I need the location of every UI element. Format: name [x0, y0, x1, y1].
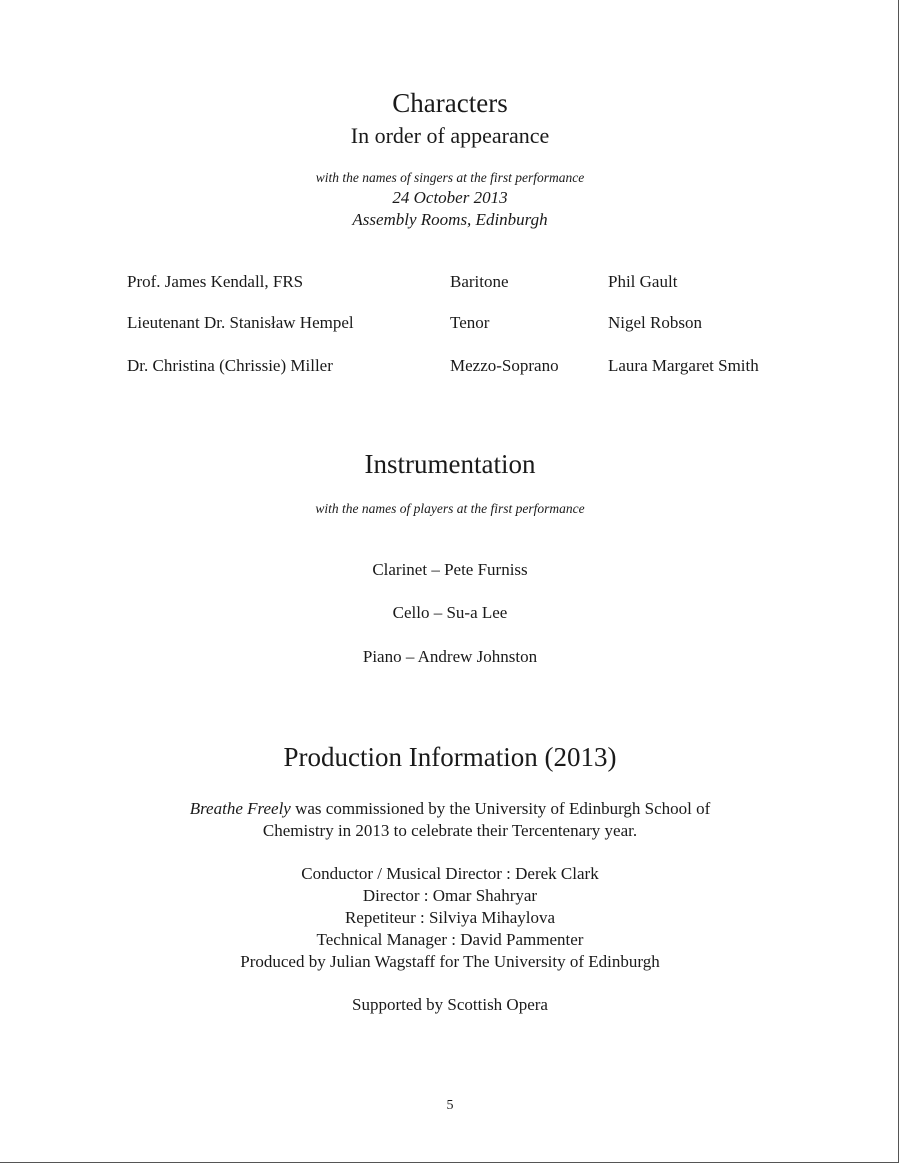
- singer-name: Laura Margaret Smith: [608, 356, 759, 375]
- voice-type: Baritone: [450, 272, 509, 291]
- player-line: Cello – Su-a Lee: [392, 603, 508, 622]
- premiere-venue: Assembly Rooms, Edinburgh: [352, 210, 548, 229]
- character-name: Prof. James Kendall, FRS: [127, 272, 304, 291]
- work-title: Breathe Freely: [189, 799, 291, 818]
- characters-note: with the names of singers at the first performance: [315, 170, 585, 185]
- characters-heading: Characters: [392, 88, 508, 118]
- characters-subheading: In order of appearance: [350, 123, 550, 148]
- instrumentation-note: with the names of players at the first performance: [315, 501, 585, 516]
- production-heading: Production Information (2013): [283, 742, 617, 772]
- voice-type: Tenor: [450, 313, 490, 332]
- credit-line: Repetiteur : Silviya Mihaylova: [344, 908, 556, 927]
- character-name: Lieutenant Dr. Stanisław Hempel: [127, 313, 354, 332]
- credit-line: Director : Omar Shahryar: [362, 886, 538, 905]
- player-line: Piano – Andrew Johnston: [362, 647, 538, 666]
- support-line: Supported by Scottish Opera: [352, 995, 548, 1014]
- instrumentation-heading: Instrumentation: [364, 449, 536, 479]
- credit-line: Conductor / Musical Director : Derek Clark: [301, 864, 599, 883]
- voice-type: Mezzo-Soprano: [450, 356, 559, 375]
- singer-name: Nigel Robson: [608, 313, 702, 332]
- credit-line: Produced by Julian Wagstaff for The University of Edinburgh: [240, 952, 660, 971]
- commission-line-2: Chemistry in 2013 to celebrate their Tercentenary year.: [262, 821, 638, 840]
- commission-text: was commissioned by the University of Edinburgh School of: [290, 799, 711, 818]
- page-number: 5: [446, 1098, 454, 1113]
- cast-row: [0, 313, 900, 335]
- commission-line: [0, 798, 900, 820]
- cast-row: [0, 272, 900, 294]
- premiere-date: 24 October 2013: [392, 188, 508, 207]
- character-name: Dr. Christina (Chrissie) Miller: [127, 356, 333, 375]
- credit-line: Technical Manager : David Pammenter: [316, 930, 584, 949]
- cast-row: [0, 356, 900, 378]
- player-line: Clarinet – Pete Furniss: [372, 560, 528, 579]
- singer-name: Phil Gault: [608, 272, 678, 291]
